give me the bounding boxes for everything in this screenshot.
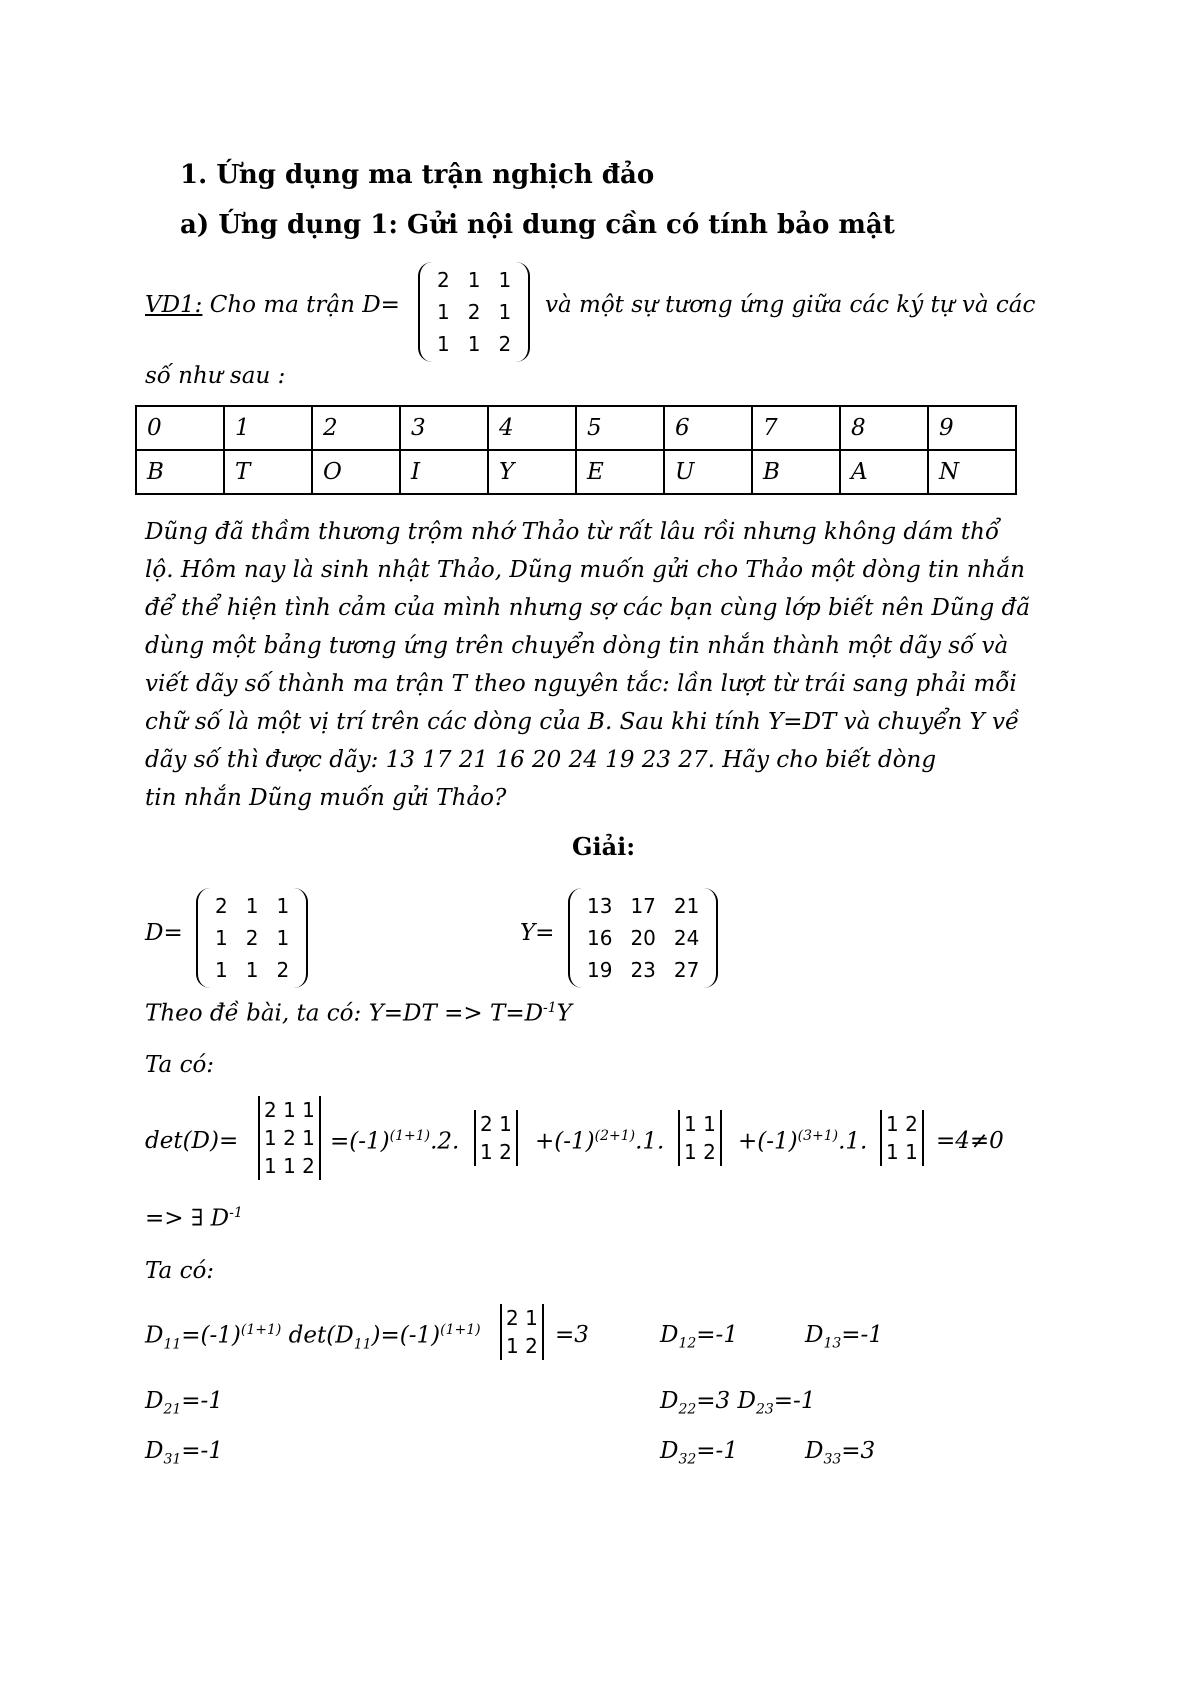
det-row: 1 2 1 xyxy=(264,1126,315,1150)
cofactor-d12 xyxy=(660,1322,738,1352)
matrix-cell: 16 xyxy=(587,926,613,950)
solution-matrix-d xyxy=(196,888,308,988)
d13-sub: 13 xyxy=(823,1335,842,1352)
ta-co-1: Ta có: xyxy=(145,1052,215,1078)
table-cell: B xyxy=(136,450,224,494)
det-term3-base: +(-1) xyxy=(738,1128,798,1155)
problem-paragraph xyxy=(145,513,1065,817)
det-minor-2 xyxy=(678,1110,722,1166)
exists-line xyxy=(145,1205,243,1232)
d21-letter: D xyxy=(145,1388,164,1414)
cofactor-d21 xyxy=(145,1388,223,1418)
det-row: 1 2 xyxy=(684,1140,716,1164)
example-label: VD1: xyxy=(145,292,203,318)
example-matrix-d xyxy=(418,262,530,362)
cofactor-d13 xyxy=(805,1322,883,1352)
det-row: 1 1 2 xyxy=(264,1154,315,1178)
paragraph-line: chữ số là một vị trí trên các dòng của B. Sau khi tính Y=DT và chuyển Y về xyxy=(145,709,1020,735)
det-row: 1 1 xyxy=(684,1112,716,1136)
d31-letter: D xyxy=(145,1438,164,1464)
matrix-cell: 17 xyxy=(630,894,656,918)
table-cell: U xyxy=(664,450,752,494)
table-cell: I xyxy=(400,450,488,494)
d11-sub: 11 xyxy=(353,1336,372,1353)
matrix-cell: 2 xyxy=(498,332,512,356)
y-label: Y= xyxy=(520,920,555,946)
table-cell: E xyxy=(576,450,664,494)
matrix-cell: 13 xyxy=(587,894,613,918)
ta-co-2: Ta có: xyxy=(145,1258,215,1284)
d13-val: =-1 xyxy=(841,1322,883,1348)
matrix-cell: 23 xyxy=(630,958,656,982)
d11-text: )=(-1) xyxy=(371,1322,441,1349)
det-term2 xyxy=(535,1128,664,1155)
det-result: =4≠0 xyxy=(936,1128,1004,1154)
cofactor-d31 xyxy=(145,1438,223,1468)
det-term3 xyxy=(738,1128,867,1155)
table-row-letters xyxy=(136,450,1016,494)
matrix-cell: 19 xyxy=(587,958,613,982)
matrix-cell: 1 xyxy=(245,894,259,918)
d32-letter: D xyxy=(660,1438,679,1464)
d13-letter: D xyxy=(805,1322,824,1348)
table-cell: T xyxy=(224,450,312,494)
table-cell: 1 xyxy=(224,406,312,450)
d11-text: D xyxy=(145,1322,164,1349)
matrix-cell: 27 xyxy=(673,958,700,982)
table-cell: 3 xyxy=(400,406,488,450)
table-cell: 9 xyxy=(928,406,1016,450)
matrix-cell: 1 xyxy=(215,926,228,950)
matrix-cell: 1 xyxy=(467,332,481,356)
d22-val: =3 xyxy=(696,1388,738,1414)
d11-sub: 11 xyxy=(163,1336,182,1353)
matrix-cell: 2 xyxy=(467,300,481,324)
det-term3-sup: (3+1) xyxy=(797,1128,839,1144)
det-row: 1 1 xyxy=(886,1140,918,1164)
paragraph-line: lộ. Hôm nay là sinh nhật Thảo, Dũng muốn gửi cho Thảo một dòng tin nhắn xyxy=(145,557,1025,583)
matrix-cell: 2 xyxy=(215,894,228,918)
det-matrix xyxy=(258,1096,321,1180)
table-cell: 4 xyxy=(488,406,576,450)
example-line xyxy=(145,292,400,318)
det-minor-1 xyxy=(474,1110,518,1166)
d22-sub: 22 xyxy=(678,1401,697,1418)
d33-letter: D xyxy=(805,1438,824,1464)
matrix-cell: 1 xyxy=(498,300,512,324)
table-row-digits xyxy=(136,406,1016,450)
d11-result: =3 xyxy=(555,1322,589,1348)
table-cell: B xyxy=(752,450,840,494)
table-cell: 0 xyxy=(136,406,224,450)
matrix-cell: 2 xyxy=(276,958,290,982)
matrix-cell: 1 xyxy=(437,300,450,324)
matrix-cell: 1 xyxy=(467,268,481,292)
det-minor-3 xyxy=(880,1110,924,1166)
d21-val: =-1 xyxy=(181,1388,223,1414)
det-term2-coef: .1. xyxy=(635,1128,665,1155)
det-row: 1 2 xyxy=(506,1334,538,1358)
d11-text: det(D xyxy=(281,1322,354,1349)
cofactor-d33 xyxy=(805,1438,875,1468)
cofactor-d32 xyxy=(660,1438,738,1468)
solution-title: Giải: xyxy=(572,832,636,861)
theo-sup: -1 xyxy=(543,1000,557,1016)
table-cell: A xyxy=(840,450,928,494)
det-row: 2 1 xyxy=(506,1306,538,1330)
matrix-cell: 1 xyxy=(215,958,228,982)
example-after-matrix: và một sự tương ứng giữa các ký tự và các xyxy=(545,292,1036,318)
cofactor-d22-d23 xyxy=(660,1388,815,1418)
d31-val: =-1 xyxy=(181,1438,223,1464)
table-cell: 2 xyxy=(312,406,400,450)
matrix-cell: 1 xyxy=(276,926,290,950)
matrix-cell: 2 xyxy=(437,268,450,292)
paragraph-line: dùng một bảng tương ứng trên chuyển dòng tin nhắn thành một dãy số và xyxy=(145,633,1009,659)
table-cell: 8 xyxy=(840,406,928,450)
table-cell: 5 xyxy=(576,406,664,450)
cofactor-d11 xyxy=(145,1322,481,1352)
table-cell: Y xyxy=(488,450,576,494)
d12-sub: 12 xyxy=(678,1335,697,1352)
det-term1-base: =(-1) xyxy=(330,1128,390,1155)
matrix-cell: 24 xyxy=(673,926,700,950)
table-cell: N xyxy=(928,450,1016,494)
det-row: 1 2 xyxy=(886,1112,918,1136)
exists-sup: -1 xyxy=(229,1205,243,1221)
d11-minor xyxy=(500,1304,544,1360)
d33-sub: 33 xyxy=(823,1451,842,1468)
theo-text: Theo đề bài, ta có: Y=DT => T=D xyxy=(145,1000,544,1027)
paragraph-line: viết dãy số thành ma trận T theo nguyên tắc: lần lượt từ trái sang phải mỗi xyxy=(145,671,1017,697)
d11-sup: (1+1) xyxy=(240,1322,282,1338)
d23-sub: 23 xyxy=(755,1401,774,1418)
example-before-matrix: Cho ma trận D= xyxy=(202,292,400,318)
det-label: det(D)= xyxy=(145,1128,239,1154)
paragraph-line: dãy số thì được dãy: 13 17 21 16 20 24 19 23 27. Hãy cho biết dòng xyxy=(145,747,937,773)
d23-letter: D xyxy=(737,1388,756,1414)
d33-val: =3 xyxy=(841,1438,876,1464)
exists-text: => ∃ D xyxy=(145,1205,230,1232)
det-term2-base: +(-1) xyxy=(535,1128,595,1155)
matrix-cell: 21 xyxy=(673,894,700,918)
correspondence-table xyxy=(135,405,1017,495)
matrix-cell: 20 xyxy=(630,926,656,950)
d12-letter: D xyxy=(660,1322,679,1348)
heading-section: 1. Ứng dụng ma trận nghịch đảo xyxy=(180,160,655,190)
table-cell: 7 xyxy=(752,406,840,450)
solution-matrix-y xyxy=(568,888,718,988)
paragraph-line: tin nhắn Dũng muốn gửi Thảo? xyxy=(145,785,507,811)
d11-text: =(-1) xyxy=(181,1322,241,1349)
theo-end: Y xyxy=(556,1000,572,1027)
table-cell: 6 xyxy=(664,406,752,450)
matrix-cell: 1 xyxy=(276,894,290,918)
d21-sub: 21 xyxy=(163,1401,182,1418)
d-label: D= xyxy=(145,920,183,946)
d31-sub: 31 xyxy=(163,1451,182,1468)
d12-val: =-1 xyxy=(696,1322,738,1348)
paragraph-line: Dũng đã thầm thương trộm nhớ Thảo từ rất lâu rồi nhưng không dám thổ xyxy=(145,519,1000,545)
heading-subsection: a) Ứng dụng 1: Gửi nội dung cần có tính bảo mật xyxy=(180,210,895,240)
det-row: 2 1 xyxy=(480,1112,512,1136)
matrix-cell: 2 xyxy=(245,926,259,950)
det-term1-sup: (1+1) xyxy=(389,1128,431,1144)
d23-val: =-1 xyxy=(773,1388,816,1414)
table-cell: O xyxy=(312,450,400,494)
matrix-cell: 1 xyxy=(498,268,512,292)
d11-sup: (1+1) xyxy=(440,1322,481,1338)
d32-sub: 32 xyxy=(678,1451,697,1468)
paragraph-line: để thể hiện tình cảm của mình nhưng sợ các bạn cùng lớp biết nên Dũng đã xyxy=(145,595,1030,621)
det-row: 1 2 xyxy=(480,1140,512,1164)
d22-letter: D xyxy=(660,1388,679,1414)
det-term1-coef: .2. xyxy=(430,1128,460,1155)
matrix-cell: 1 xyxy=(245,958,259,982)
det-row: 2 1 1 xyxy=(264,1098,315,1122)
det-term2-sup: (2+1) xyxy=(594,1128,636,1144)
det-term1 xyxy=(330,1128,459,1155)
d32-val: =-1 xyxy=(696,1438,738,1464)
matrix-cell: 1 xyxy=(437,332,450,356)
example-line2: số như sau : xyxy=(145,363,286,389)
theo-line xyxy=(145,1000,572,1027)
det-term3-coef: .1. xyxy=(838,1128,868,1155)
